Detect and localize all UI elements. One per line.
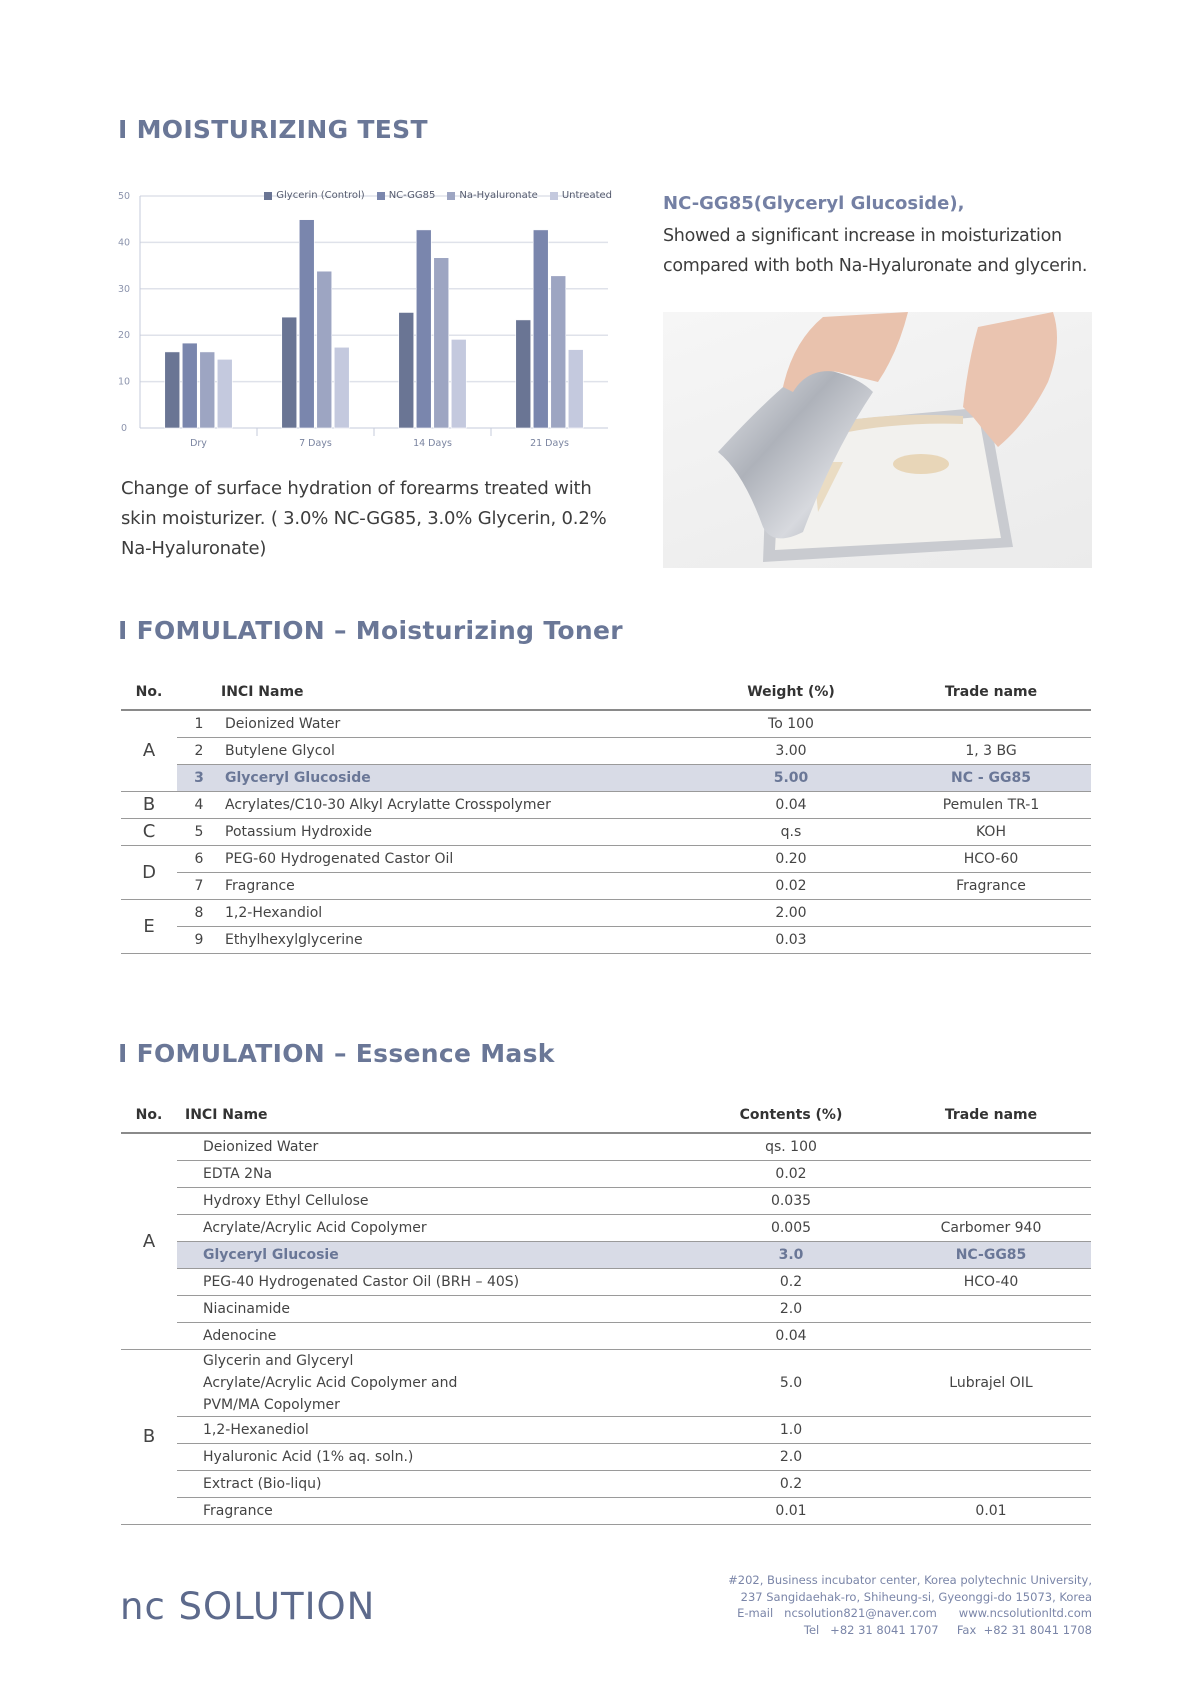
legend-label: Na-Hyaluronate (459, 190, 538, 201)
inci-name: Deionized Water (177, 1133, 691, 1160)
y-tick-label: 20 (117, 330, 131, 342)
inci-name: 1,2-Hexandiol (221, 899, 691, 926)
address-line: #202, Business incubator center, Korea polytechnic University, (728, 1573, 1092, 1587)
weight-value: 0.03 (691, 926, 891, 953)
highlight-title: NC-GG85(Glyceryl Glucoside), (663, 193, 965, 214)
moisturizing-bar-chart (116, 186, 616, 466)
trade-name (891, 899, 1091, 926)
trade-name: 0.01 (891, 1497, 1091, 1524)
trade-name: Fragrance (891, 872, 1091, 899)
table-row (121, 1497, 1091, 1524)
row-number: 8 (177, 899, 221, 926)
trade-name (891, 1295, 1091, 1322)
trade-name (891, 1133, 1091, 1160)
trade-name: HCO-40 (891, 1268, 1091, 1295)
group-label: B (121, 1349, 177, 1524)
table-row (121, 791, 1091, 818)
header-trade-name: Trade name (891, 1097, 1091, 1133)
x-tick-label: 7 Days (299, 438, 332, 449)
row-number: 2 (177, 737, 221, 764)
mask-formulation-title: I FOMULATION – Essence Mask (118, 1039, 555, 1068)
table-row (121, 1133, 1091, 1160)
group-label: E (121, 899, 177, 953)
toner-formulation-title: I FOMULATION – Moisturizing Toner (118, 616, 623, 645)
mask-formulation-table (121, 1097, 1091, 1525)
bar-untreated (451, 339, 466, 428)
bar-glycerin-control (165, 352, 180, 428)
row-number: 1 (177, 710, 221, 737)
legend-item (447, 190, 537, 201)
contents-value: 0.2 (691, 1268, 891, 1295)
inci-name: Acrylate/Acrylic Acid Copolymer (177, 1214, 691, 1241)
inci-name: Hyaluronic Acid (1% aq. soln.) (177, 1443, 691, 1470)
group-label: A (121, 1133, 177, 1349)
group-label: A (121, 710, 177, 791)
table-row (121, 1470, 1091, 1497)
bar-glycerin-control (516, 320, 531, 428)
trade-name: NC-GG85 (891, 1241, 1091, 1268)
y-tick-label: 50 (117, 191, 131, 202)
row-number: 3 (177, 764, 221, 791)
trade-name: Carbomer 940 (891, 1214, 1091, 1241)
inci-name: Ethylhexylglycerine (221, 926, 691, 953)
table-row (121, 926, 1091, 953)
legend-label: Untreated (561, 190, 612, 201)
inci-name: Niacinamide (177, 1295, 691, 1322)
trade-name (891, 1160, 1091, 1187)
header-no: No. (121, 1097, 177, 1133)
contents-value: 2.0 (691, 1295, 891, 1322)
inci-name: Glyceryl Glucosie (177, 1241, 691, 1268)
bar-nc-gg85 (416, 230, 431, 428)
header-inci-name: INCI Name (221, 674, 691, 710)
mask-eye-hole (893, 454, 949, 474)
weight-value: 0.20 (691, 845, 891, 872)
trade-name (891, 1322, 1091, 1349)
header-no: No. (121, 674, 177, 710)
header-spacer (177, 674, 221, 710)
chart-svg (116, 186, 616, 466)
bar-na-hyaluronate (551, 276, 566, 428)
legend-label: NC-GG85 (388, 190, 436, 201)
y-tick-label: 30 (117, 283, 131, 295)
contents-value: 2.0 (691, 1443, 891, 1470)
legend-item (264, 190, 364, 201)
header-contents: Contents (%) (691, 1097, 891, 1133)
weight-value: 2.00 (691, 899, 891, 926)
trade-name (891, 1187, 1091, 1214)
highlight-body: Showed a significant increase in moisturization compared with both Na-Hyaluronate and glycerin. (663, 226, 1088, 276)
weight-value: 0.04 (691, 791, 891, 818)
trade-name: KOH (891, 818, 1091, 845)
header-trade-name: Trade name (891, 674, 1091, 710)
address-line: 237 Sangidaehak-ro, Shiheung-si, Gyeonggi-do 15073, Korea (740, 1589, 1092, 1604)
inci-name: Hydroxy Ethyl Cellulose (177, 1187, 691, 1214)
contents-value: 0.02 (691, 1160, 891, 1187)
product-photo (663, 312, 1092, 568)
row-number: 9 (177, 926, 221, 953)
bar-untreated (568, 350, 583, 428)
inci-name: Acrylates/C10-30 Alkyl Acrylatte Crosspolymer (221, 791, 691, 818)
contents-value: 0.2 (691, 1470, 891, 1497)
company-logo: nc SOLUTION (120, 1585, 376, 1628)
contents-value: 0.04 (691, 1322, 891, 1349)
trade-name (891, 926, 1091, 953)
contents-value: 5.0 (691, 1349, 891, 1416)
inci-name: Butylene Glycol (221, 737, 691, 764)
trade-name: Lubrajel OIL (891, 1349, 1091, 1416)
group-label: D (121, 845, 177, 899)
table-row (121, 1322, 1091, 1349)
inci-name: Adenocine (177, 1322, 691, 1349)
inci-name: Extract (Bio-liqu) (177, 1470, 691, 1497)
inci-name: Glyceryl Glucoside (221, 764, 691, 791)
contact-phone-fax: Tel +82 31 8041 1707 Fax +82 31 8041 1708 (803, 1622, 1092, 1637)
header-inci-name: INCI Name (177, 1097, 691, 1133)
weight-value: 0.02 (691, 872, 891, 899)
table-row (121, 872, 1091, 899)
legend-item (377, 190, 436, 201)
legend-swatch (264, 192, 272, 200)
bar-glycerin-control (282, 317, 297, 428)
x-tick-label: 21 Days (530, 438, 569, 449)
weight-value: 3.00 (691, 737, 891, 764)
legend-swatch (550, 192, 558, 200)
contents-value: 0.005 (691, 1214, 891, 1241)
trade-name: Pemulen TR-1 (891, 791, 1091, 818)
contact-email-web: E-mail ncsolution821@naver.com www.ncsolutionltd.com (737, 1606, 1092, 1620)
weight-value: 5.00 (691, 764, 891, 791)
mask-pouch-illustration (663, 312, 1092, 568)
table-row (121, 1187, 1091, 1214)
table-row (121, 737, 1091, 764)
inci-name: Potassium Hydroxide (221, 818, 691, 845)
chart-caption: Change of surface hydration of forearms treated with skin moisturizer. ( 3.0% NC-GG85, 3.0% Glycerin, 0.2% Na-Hyaluronate) (121, 478, 607, 559)
x-tick-label: Dry (190, 438, 207, 449)
y-tick-label: 0 (120, 423, 128, 434)
table-row (121, 1349, 1091, 1416)
table-row (121, 899, 1091, 926)
inci-name: Fragrance (177, 1497, 691, 1524)
trade-name: HCO-60 (891, 845, 1091, 872)
toner-formulation-table (121, 674, 1091, 954)
table-row (121, 710, 1091, 737)
legend-swatch (447, 192, 455, 200)
table-row (121, 764, 1091, 791)
weight-value: To 100 (691, 710, 891, 737)
trade-name (891, 1416, 1091, 1443)
table-header-row (121, 1097, 1091, 1133)
group-label: B (121, 791, 177, 818)
chart-legend (264, 190, 612, 201)
trade-name: 1, 3 BG (891, 737, 1091, 764)
row-number: 7 (177, 872, 221, 899)
weight-value: q.s (691, 818, 891, 845)
bar-na-hyaluronate (200, 352, 215, 428)
y-tick-label: 40 (117, 237, 131, 249)
inci-name: EDTA 2Na (177, 1160, 691, 1187)
inci-name: Glycerin and Glyceryl Acrylate/Acrylic Acid Copolymer and PVM/MA Copolymer (177, 1349, 691, 1416)
bar-glycerin-control (399, 312, 414, 428)
bar-nc-gg85 (299, 220, 314, 428)
bar-na-hyaluronate (317, 271, 332, 428)
row-number: 4 (177, 791, 221, 818)
group-label: C (121, 818, 177, 845)
table-row (121, 1241, 1091, 1268)
table-row (121, 1416, 1091, 1443)
table-row (121, 845, 1091, 872)
y-tick-label: 10 (117, 376, 131, 388)
table-row (121, 1160, 1091, 1187)
inci-name: PEG-60 Hydrogenated Castor Oil (221, 845, 691, 872)
row-number: 5 (177, 818, 221, 845)
bar-nc-gg85 (533, 230, 548, 428)
bar-na-hyaluronate (434, 258, 449, 428)
inci-name: Deionized Water (221, 710, 691, 737)
row-number: 6 (177, 845, 221, 872)
contents-value: 1.0 (691, 1416, 891, 1443)
company-address (728, 1572, 1092, 1638)
contents-value: 0.01 (691, 1497, 891, 1524)
trade-name (891, 710, 1091, 737)
table-row (121, 818, 1091, 845)
inci-name: PEG-40 Hydrogenated Castor Oil (BRH – 40S) (177, 1268, 691, 1295)
inci-name: 1,2-Hexanediol (177, 1416, 691, 1443)
table-row (121, 1443, 1091, 1470)
header-weight: Weight (%) (691, 674, 891, 710)
trade-name: NC - GG85 (891, 764, 1091, 791)
contents-value: 0.035 (691, 1187, 891, 1214)
bar-untreated (217, 359, 232, 428)
moisturizing-test-title: I MOISTURIZING TEST (118, 115, 428, 144)
trade-name (891, 1470, 1091, 1497)
table-row (121, 1295, 1091, 1322)
contents-value: qs. 100 (691, 1133, 891, 1160)
inci-name: Fragrance (221, 872, 691, 899)
legend-label: Glycerin (Control) (276, 190, 365, 201)
table-row (121, 1214, 1091, 1241)
contents-value: 3.0 (691, 1241, 891, 1268)
table-header-row (121, 674, 1091, 710)
trade-name (891, 1443, 1091, 1470)
bar-nc-gg85 (182, 343, 197, 428)
bar-untreated (334, 347, 349, 428)
legend-swatch (377, 192, 385, 200)
x-tick-label: 14 Days (413, 438, 452, 449)
legend-item (550, 190, 612, 201)
table-row (121, 1268, 1091, 1295)
